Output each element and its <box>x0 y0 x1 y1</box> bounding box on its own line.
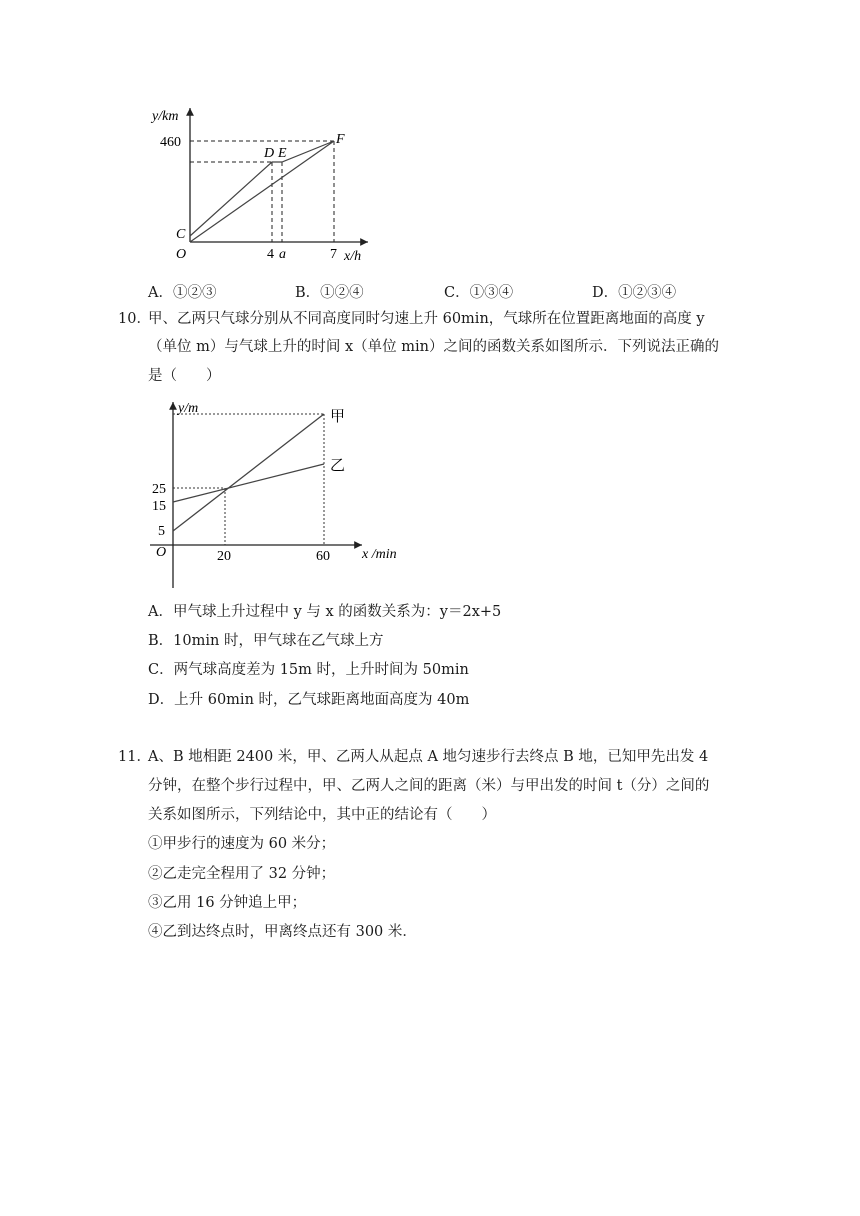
q9-label-f: F <box>336 132 345 147</box>
q9-option-c-letter: C． <box>444 285 470 301</box>
q11-line-1: A、B 地相距 2400 米，甲、乙两人从起点 A 地匀速步行去终点 B 地，已知甲先出发 4 <box>148 749 709 765</box>
q9-label-c: C <box>176 227 186 242</box>
q10-y-axis-label: y/m <box>178 401 199 416</box>
q9-x-axis-label: x/h <box>344 249 362 264</box>
q10-option-c[interactable]: C．两气球高度差为 15m 时，上升时间为 50min <box>148 662 469 678</box>
q10-y-tick-5: 5 <box>158 524 165 539</box>
q9-y-tick-460: 460 <box>160 135 181 150</box>
q10-series-jia-label: 甲 <box>330 409 346 425</box>
q9-x-tick-4: 4 <box>267 247 274 262</box>
q9-option-a[interactable] <box>148 281 216 302</box>
q9-line-cdef <box>190 141 334 236</box>
q10-option-a[interactable]: A．甲气球上升过程中 y 与 x 的函数关系为：y＝2x+5 <box>148 604 502 620</box>
q9-label-d: D <box>264 146 275 161</box>
q10-option-d[interactable]: D．上升 60min 时，乙气球距离地面高度为 40m <box>148 692 470 708</box>
q9-label-e: E <box>278 146 287 161</box>
q10-graph <box>140 392 420 592</box>
q10-line-jia <box>173 414 324 531</box>
q11-number: 11． <box>118 749 151 765</box>
q9-options <box>0 281 860 303</box>
q10-series-yi-label: 乙 <box>330 458 346 474</box>
q9-option-c-text: ①③④ <box>469 285 514 301</box>
q11-statement-3: ③乙用 16 分钟追上甲； <box>148 895 307 911</box>
q9-option-b-text: ①②④ <box>320 285 364 301</box>
q10-x-tick-20: 20 <box>217 549 231 564</box>
q9-option-b-letter: B． <box>295 285 321 301</box>
q10-line-1: 甲、乙两只气球分别从不同高度同时匀速上升 60min，气球所在位置距离地面的高度 y <box>148 311 705 327</box>
q10-x-axis-label: x /min <box>362 547 397 562</box>
q10-y-tick-15: 15 <box>152 499 166 514</box>
q9-origin-label: O <box>176 247 187 262</box>
q9-option-d-letter: D． <box>592 285 619 301</box>
q9-x-tick-7: 7 <box>330 247 337 262</box>
q9-option-c[interactable] <box>444 281 513 302</box>
q9-y-axis-label: y/km <box>152 109 179 124</box>
q10-option-b[interactable]: B．10min 时，甲气球在乙气球上方 <box>148 633 384 649</box>
q9-option-d-text: ①②③④ <box>618 285 677 301</box>
q9-graph <box>140 100 380 270</box>
q11-line-2: 分钟，在整个步行过程中，甲、乙两人之间的距离（米）与甲出发的时间 t（分）之间的 <box>148 778 710 794</box>
q11-statement-2: ②乙走完全程用了 32 分钟； <box>148 866 336 882</box>
q11-statement-1: ①甲步行的速度为 60 米分； <box>148 836 336 852</box>
q9-option-b[interactable] <box>295 281 364 302</box>
q11-statement-4: ④乙到达终点时，甲离终点还有 300 米． <box>148 924 417 940</box>
q10-origin-label: O <box>156 545 167 560</box>
q9-option-a-letter: A． <box>148 285 173 301</box>
q9-line-of <box>190 141 334 242</box>
q9-x-tick-a: a <box>279 247 286 262</box>
q10-y-tick-25: 25 <box>152 482 166 497</box>
q10-line-yi <box>173 464 324 502</box>
q9-option-d[interactable] <box>592 281 676 302</box>
q10-x-tick-60: 60 <box>316 549 330 564</box>
q10-number: 10． <box>118 311 151 327</box>
q10-line-3: 是（ ） <box>148 368 221 384</box>
q11-line-3: 关系如图所示，下列结论中，其中正的结论有（ ） <box>148 807 496 823</box>
q9-option-a-text: ①②③ <box>172 285 217 301</box>
q10-line-2: （单位 m）与气球上升的时间 x（单位 min）之间的函数关系如图所示．下列说法正确的 <box>148 339 719 355</box>
